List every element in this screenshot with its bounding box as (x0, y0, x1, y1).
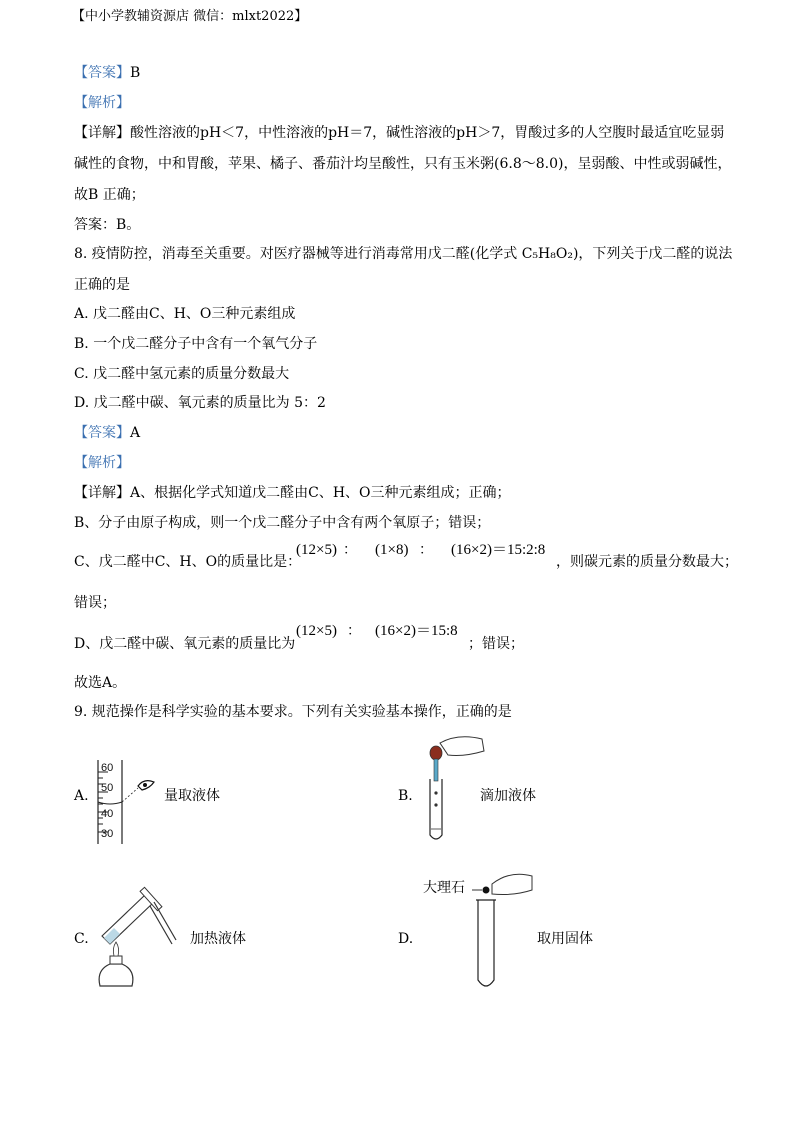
q8-analysis-tag: 【解析】 (74, 455, 130, 471)
q7-conclusion: 答案：B。 (74, 217, 141, 233)
cylinder-tick-60: 60 (101, 762, 114, 774)
q8-option-c: C. 戊二醛中氢元素的质量分数最大 (74, 366, 290, 382)
q8-detail-c-formula-2: (1×8) (375, 542, 409, 558)
q8-answer-line (74, 426, 140, 440)
q8-answer-tag: 【答案】 (74, 425, 130, 441)
q8-stem-line1: 8. 疫情防控，消毒至关重要。对医疗器械等进行消毒常用戊二醛(化学式 C₅H₈O₂)，下列关于戊二醛的说法 (74, 246, 733, 262)
eye-icon (138, 781, 154, 790)
q7-answer-value: B (130, 65, 141, 81)
q8-detail-c-formula-3: (16×2)＝15:2:8 (451, 542, 546, 558)
q8-detail-c-suffix: ，则碳元素的质量分数最大； (556, 554, 738, 570)
solid-test-tube-illustration (470, 870, 540, 994)
q8-stem-line2: 正确的是 (74, 277, 130, 293)
q8-answer-value: A (130, 425, 141, 441)
q8-conclusion: 故选A。 (74, 675, 127, 691)
q9-option-d-caption: 取用固体 (537, 931, 593, 947)
cylinder-tick-50: 50 (101, 782, 114, 794)
q8-detail-d-prefix: D、戊二醛中碳、氧元素的质量比为 (74, 636, 296, 652)
q8-detail-a: 【详解】A、根据化学式知道戊二醛由C、H、O三种元素组成；正确； (74, 485, 511, 501)
q8-detail-c-sep-1: ： (343, 542, 357, 558)
heating-liquid-illustration (92, 886, 188, 990)
page-header: 【中小学教辅资源店 微信：mlxt2022】 (72, 9, 308, 24)
q9-option-d-label: 大理石 (423, 879, 465, 895)
q8-detail-c-formula-1: (12×5) (296, 542, 337, 558)
q8-detail-c-verdict: 错误； (74, 595, 116, 611)
q8-detail-c-sep-2: ： (419, 542, 433, 558)
q9-option-d-letter: D. (398, 931, 414, 947)
graduated-cylinder-illustration (92, 758, 172, 848)
q7-analysis-tag: 【解析】 (74, 95, 130, 111)
q8-detail-d-formula-2: (16×2)＝15:8 (375, 623, 458, 639)
q8-option-d: D. 戊二醛中碳、氧元素的质量比为 5：2 (74, 395, 326, 411)
q9-option-b-caption: 滴加液体 (480, 788, 536, 804)
q9-option-a-letter: A. (74, 788, 89, 804)
q7-detail-line1: 【详解】酸性溶液的pH＜7，中性溶液的pH＝7，碱性溶液的pH＞7，胃酸过多的人空腹时最适宜吃显弱 (74, 125, 725, 141)
q8-detail-d-formula-1: (12×5) (296, 623, 337, 639)
q9-option-a-caption: 量取液体 (164, 788, 220, 804)
q7-answer-tag: 【答案】 (74, 65, 130, 81)
q8-option-a: A. 戊二醛由C、H、O三种元素组成 (74, 306, 296, 322)
q7-detail-line2: 碱性的食物，中和胃酸，苹果、橘子、番茄汁均呈酸性，只有玉米粥(6.8～8.0)，呈弱酸、中性或弱碱性， (74, 156, 732, 172)
q8-detail-c-prefix: C、戊二醛中C、H、O的质量比是： (74, 554, 302, 570)
q7-answer-line (74, 66, 140, 80)
q8-option-b: B. 一个戊二醛分子中含有一个氧气分子 (74, 336, 318, 352)
cylinder-tick-30: 30 (101, 828, 114, 840)
q9-option-c-caption: 加热液体 (190, 931, 246, 947)
q8-detail-b: B、分子由原子构成，则一个戊二醛分子中含有两个氧原子；错误； (74, 515, 491, 531)
q8-detail-d-sep: ： (347, 623, 361, 639)
q9-stem: 9. 规范操作是科学实验的基本要求。下列有关实验基本操作，正确的是 (74, 704, 512, 720)
q9-option-c-letter: C. (74, 931, 89, 947)
cylinder-tick-40: 40 (101, 808, 114, 820)
q8-detail-d-suffix: ；错误； (468, 636, 524, 652)
q7-detail-line3: 故B 正确； (74, 187, 145, 203)
q9-option-b-letter: B. (398, 788, 413, 804)
